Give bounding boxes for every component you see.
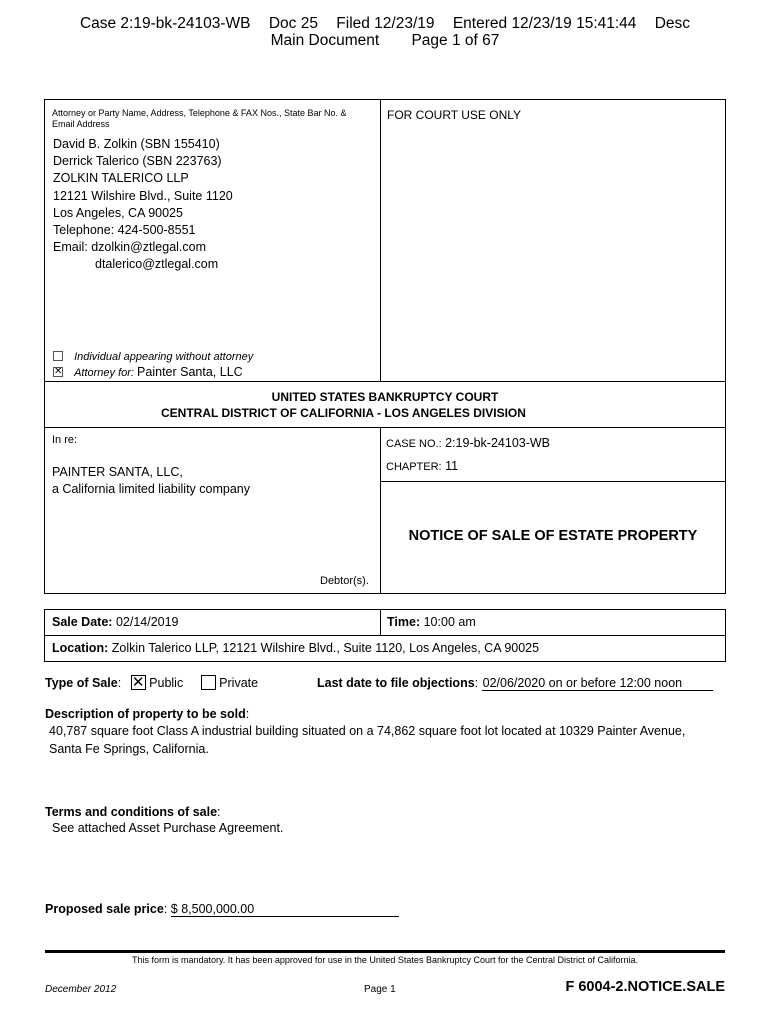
entered-date: Entered 12/23/19 15:41:44	[452, 15, 637, 32]
attorney-line: Los Angeles, CA 90025	[53, 205, 183, 220]
desc-label: Desc	[654, 15, 691, 32]
location-row	[52, 641, 539, 655]
individual-row	[53, 351, 253, 363]
attorney-line: Telephone: 424-500-8551	[53, 223, 196, 238]
debtor-name: PAINTER SANTA, LLC, a California limited liability company	[52, 465, 250, 496]
attorney-for-value: Painter Santa, LLC	[137, 365, 243, 379]
chapter-label: CHAPTER:	[386, 461, 442, 473]
main-document-label: Main Document	[270, 32, 380, 49]
sale-time-label: Time:	[387, 615, 421, 629]
sale-info-divider	[380, 609, 381, 636]
private-checkbox[interactable]	[201, 675, 216, 690]
objection-value: 02/06/2020 on or before 12:00 noon	[482, 676, 713, 691]
footer-page: Page 1	[364, 984, 396, 995]
case-number: 2:19-bk-24103-WB	[445, 436, 551, 450]
doc-number: Doc 25	[268, 15, 318, 32]
sale-date-row	[52, 615, 179, 629]
court-use-label: FOR COURT USE ONLY	[387, 108, 522, 122]
location-label: Location:	[52, 641, 109, 655]
caption-rule-chapter	[380, 481, 726, 482]
in-re-label: In re:	[52, 434, 78, 446]
attorney-info	[53, 136, 233, 274]
type-of-sale-label: Type of Sale	[45, 676, 118, 690]
attorney-for-checkbox[interactable]: ✕	[54, 366, 63, 378]
case-number-label: CASE NO.:	[386, 438, 442, 450]
description-heading: Description of property to be sold:	[45, 707, 250, 721]
caption-rule-court	[44, 381, 726, 382]
attorney-for-label: Attorney for:	[74, 367, 134, 379]
court-division: LOS ANGELES DIVISION	[384, 406, 526, 420]
description-label: Description of property to be sold	[45, 707, 246, 721]
case-header-line-2	[0, 32, 770, 50]
attorney-line: Derrick Talerico (SBN 223763)	[53, 154, 222, 169]
price-row: Proposed sale price: $ 8,500,000.00	[45, 902, 399, 917]
footer-form-id: F 6004-2.NOTICE.SALE	[565, 979, 725, 995]
individual-label: Individual appearing without attorney	[74, 351, 254, 363]
debtor-label: Debtor(s).	[320, 575, 369, 587]
sale-time: 10:00 am	[423, 615, 476, 629]
attorney-line: David B. Zolkin (SBN 155410)	[53, 137, 220, 151]
objection-row: Last date to file objections: 02/06/2020 on or before 12:00 noon	[317, 676, 713, 691]
case-ref: Case 2:19-bk-24103-WB	[79, 15, 251, 32]
public-label: Public	[149, 676, 184, 690]
sale-time-row	[387, 615, 476, 629]
price-value: $ 8,500,000.00	[171, 902, 399, 917]
page-of: Page 1 of 67	[411, 32, 500, 49]
filed-date: Filed 12/23/19	[336, 15, 435, 32]
price-label: Proposed sale price	[45, 902, 164, 916]
sale-date-label: Sale Date:	[52, 615, 113, 629]
caption-rule-case	[44, 427, 726, 428]
caption-divider-bottom	[380, 427, 381, 594]
sale-date: 02/14/2019	[115, 615, 179, 629]
attorney-line: 12121 Wilshire Blvd., Suite 1120	[53, 188, 233, 203]
terms-label: Terms and conditions of sale	[45, 805, 218, 819]
type-of-sale-row: Type of Sale: ✕ Public Private	[45, 674, 259, 692]
terms-text: See attached Asset Purchase Agreement.	[52, 821, 284, 835]
chapter-number: 11	[445, 459, 459, 473]
terms-heading: Terms and conditions of sale:	[45, 805, 221, 819]
attorney-for-row	[53, 365, 243, 379]
sale-info-rule	[44, 635, 726, 636]
location: Zolkin Talerico LLP, 12121 Wilshire Blvd., Suite 1120, Los Angeles, CA 90025	[111, 641, 540, 655]
footer-mandatory: This form is mandatory. It has been approved for use in the United States Bankruptcy Court for the Central District of California.	[131, 955, 639, 965]
caption-divider-top	[380, 99, 381, 382]
individual-checkbox[interactable]	[53, 351, 63, 361]
case-header-line	[0, 15, 770, 33]
public-checkbox[interactable]: ✕	[131, 674, 145, 692]
attorney-label: Attorney or Party Name, Address, Telephone & FAX Nos., State Bar No. & Email Address	[52, 108, 347, 129]
notice-title: NOTICE OF SALE OF ESTATE PROPERTY	[408, 528, 698, 544]
private-label: Private	[219, 676, 259, 690]
attorney-line: dtalerico@ztlegal.com	[95, 257, 219, 272]
footer-rule	[45, 950, 725, 953]
case-number-row	[386, 436, 550, 450]
attorney-line: Email: dzolkin@ztlegal.com	[53, 240, 207, 255]
court-name: UNITED STATES BANKRUPTCY COURT	[271, 390, 499, 404]
court-district: CENTRAL DISTRICT OF CALIFORNIA - LOS ANGELES DIVISION	[161, 406, 526, 420]
chapter-row	[386, 459, 458, 473]
footer-date: December 2012	[45, 984, 117, 995]
objection-label: Last date to file objections	[317, 676, 475, 690]
attorney-line: ZOLKIN TALERICO LLP	[53, 171, 189, 186]
description-text: 40,787 square foot Class A industrial building situated on a 74,862 square foot lot located at 10329 Painter Avenue, Santa Fe Springs, California.	[49, 724, 686, 756]
